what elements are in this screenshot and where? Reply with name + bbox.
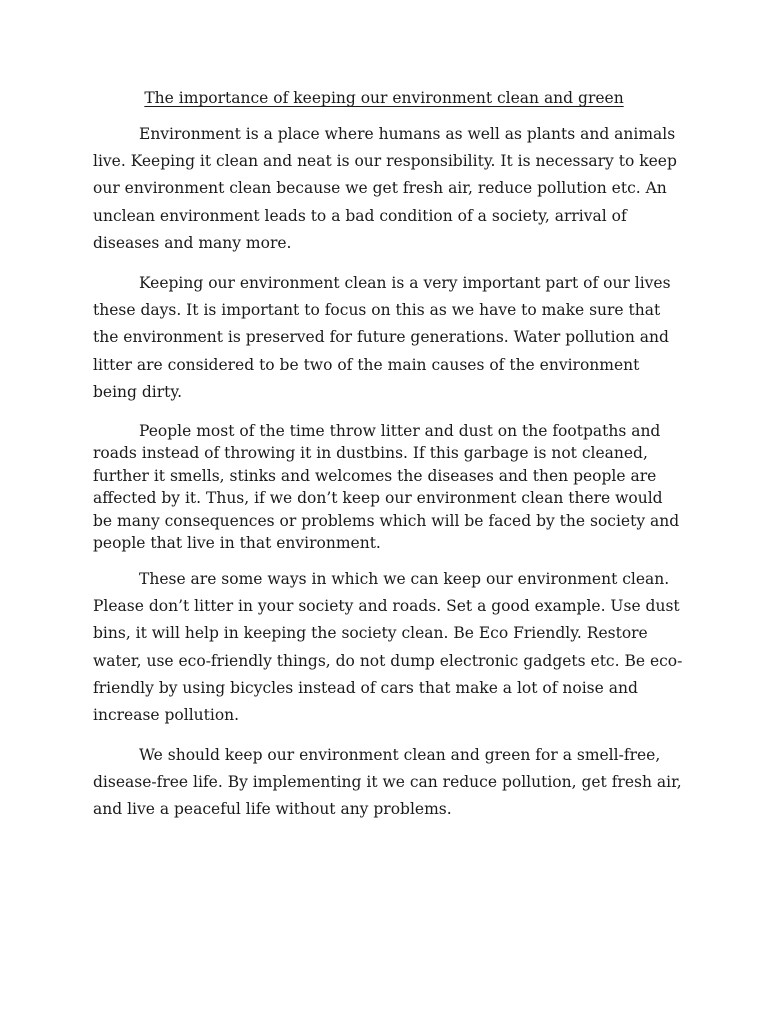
document-title: The importance of keeping our environment clean and green xyxy=(144,89,624,107)
paragraph-4: These are some ways in which we can keep our environment clean. Please don’t litter in your society and roads. Set a good example. Use dust bins, it will help in keeping the society clean. Be Eco Friendly. Restore water, use eco-friendly things, do not dump electronic gadgets etc. Be eco-friendly by using bicycles instead of cars that make a lot of noise and increase pollution. xyxy=(93,570,683,725)
paragraph-2: Keeping our environment clean is a very important part of our lives these days. It is important to focus on this as we have to make sure that the environment is preserved for future generations. Water pollution and litter are considered to be two of the main causes of the environment being dirty. xyxy=(93,274,671,401)
paragraph-5: We should keep our environment clean and green for a smell-free, disease-free life. By implementing it we can reduce pollution, get fresh air, and live a peaceful life without any problems. xyxy=(93,746,682,819)
paragraph-3: People most of the time throw litter and dust on the footpaths and roads instead of throwing it in dustbins. If this garbage is not cleaned, further it smells, stinks and welcomes the diseases and then people are affected by it. Thus, if we don’t keep our environment clean there would be many consequences or problems which will be faced by the society and people that live in that environment. xyxy=(93,422,680,553)
paragraph-1: Environment is a place where humans as well as plants and animals live. Keeping it clean and neat is our responsibility. It is necessary to keep our environment clean because we get fresh air, reduce pollution etc. An unclean environment leads to a bad condition of a society, arrival of diseases and many more. xyxy=(93,125,677,252)
